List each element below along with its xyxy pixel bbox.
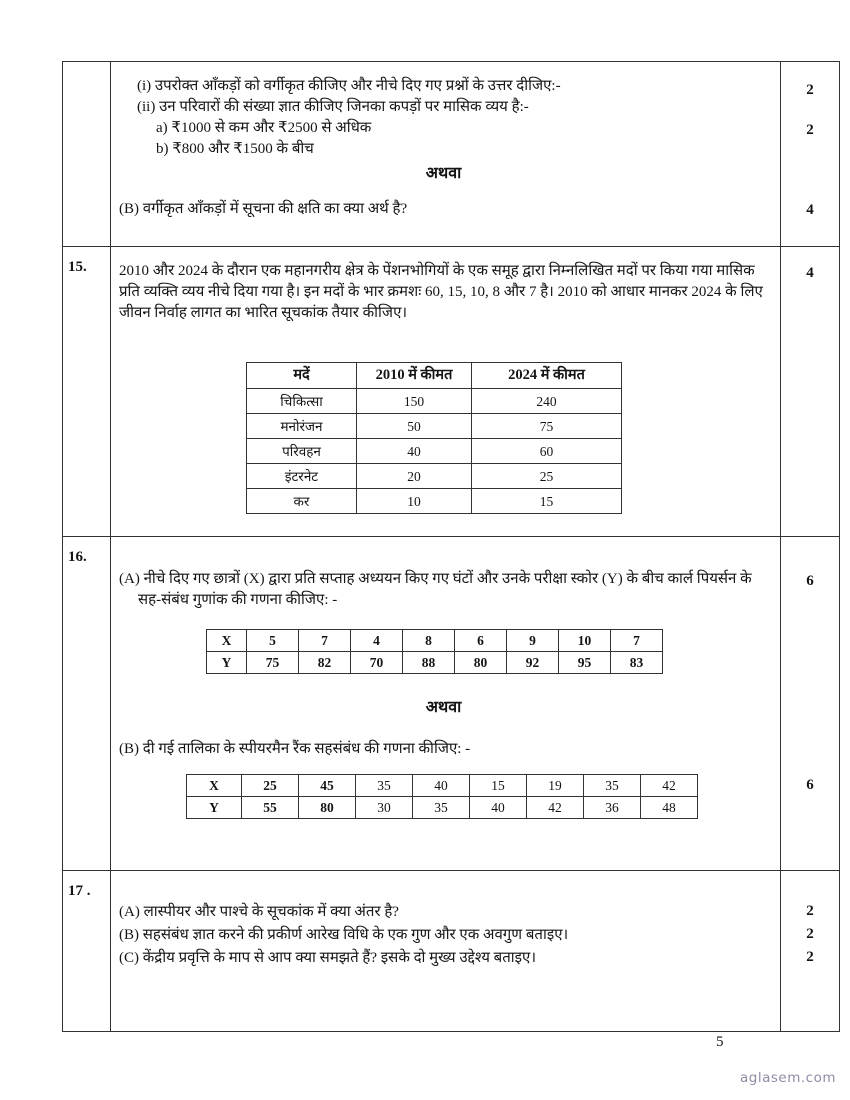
q14-part-b: (B) वर्गीकृत आँकड़ों में सूचना की क्षति का क्या अर्थ है? xyxy=(119,201,408,217)
q16-marks-a: 6 xyxy=(806,573,814,589)
question-14-section xyxy=(63,62,839,247)
q17-number: 17 . xyxy=(68,883,91,899)
table-header-cell: मदें xyxy=(247,363,357,389)
q17-content xyxy=(111,871,781,1031)
table-cell: 82 xyxy=(299,652,351,674)
q16-table-b xyxy=(186,774,698,819)
table-cell: 80 xyxy=(299,797,356,819)
q14-marks-cell xyxy=(781,62,839,246)
table-cell: 75 xyxy=(472,414,622,439)
table-cell: 50 xyxy=(357,414,472,439)
table-cell: मनोरंजन xyxy=(247,414,357,439)
q14-sub-a: a) ₹1000 से कम और ₹2500 से अधिक xyxy=(156,120,372,136)
table-cell: 60 xyxy=(472,439,622,464)
table-cell: 35 xyxy=(356,775,413,797)
table-cell: परिवहन xyxy=(247,439,357,464)
table-cell: 35 xyxy=(584,775,641,797)
table-cell: 4 xyxy=(351,630,403,652)
q17-marks-c: 2 xyxy=(806,949,814,965)
table-cell: 83 xyxy=(611,652,663,674)
q16-or-label: अथवा xyxy=(425,699,462,716)
q14-number-cell xyxy=(63,62,111,246)
table-row xyxy=(207,630,663,652)
table-row xyxy=(247,439,622,464)
table-cell: 40 xyxy=(413,775,470,797)
table-cell: X xyxy=(207,630,247,652)
table-cell: 15 xyxy=(472,489,622,514)
table-cell: 10 xyxy=(559,630,611,652)
q16-marks-b: 6 xyxy=(806,777,814,793)
question-16-section xyxy=(63,537,839,871)
table-cell: Y xyxy=(207,652,247,674)
q16-content xyxy=(111,537,781,870)
q17-part-c: (C) केंद्रीय प्रवृत्ति के माप से आप क्या समझते हैं? इसके दो मुख्य उद्देश्य बताइए। xyxy=(119,950,537,966)
q15-number: 15. xyxy=(68,259,87,275)
table-row xyxy=(187,797,698,819)
table-row xyxy=(247,489,622,514)
table-cell: 48 xyxy=(641,797,698,819)
table-cell: 25 xyxy=(242,775,299,797)
table-cell: 25 xyxy=(472,464,622,489)
table-cell: 10 xyxy=(357,489,472,514)
table-cell: 20 xyxy=(357,464,472,489)
table-cell: 19 xyxy=(527,775,584,797)
table-cell: 35 xyxy=(413,797,470,819)
table-cell: 92 xyxy=(507,652,559,674)
q15-marks-cell xyxy=(781,247,839,536)
table-cell: चिकित्सा xyxy=(247,389,357,414)
q16-number-cell xyxy=(63,537,111,870)
table-cell: 5 xyxy=(247,630,299,652)
table-cell: कर xyxy=(247,489,357,514)
q15-price-table xyxy=(246,362,622,514)
q16-part-a: (A) नीचे दिए गए छात्रों (X) द्वारा प्रति सप्ताह अध्ययन किए गए घंटों और उनके परीक्षा स्कोर (Y) के बीच कार्ल पियर्सन के सह-संबंध गुणांक की गणना कीजिए: - xyxy=(119,571,752,608)
q17-part-a: (A) लास्पीयर और पाश्चे के सूचकांक में क्या अंतर है? xyxy=(119,904,399,920)
question-17-section xyxy=(63,871,839,1031)
table-header-cell: 2024 में कीमत xyxy=(472,363,622,389)
q16-number: 16. xyxy=(68,549,87,565)
table-row xyxy=(247,464,622,489)
table-cell: 7 xyxy=(299,630,351,652)
table-cell: 70 xyxy=(351,652,403,674)
q17-marks-cell xyxy=(781,871,839,1031)
table-cell: 55 xyxy=(242,797,299,819)
q16-marks-cell xyxy=(781,537,839,870)
table-cell: 42 xyxy=(527,797,584,819)
q17-part-b: (B) सहसंबंध ज्ञात करने की प्रकीर्ण आरेख विधि के एक गुण और एक अवगुण बताइए। xyxy=(119,927,569,943)
q14-marks-b: 4 xyxy=(806,202,814,218)
q14-marks-ii: 2 xyxy=(806,122,814,138)
q15-number-cell xyxy=(63,247,111,536)
table-cell: 45 xyxy=(299,775,356,797)
q14-sub-b: b) ₹800 और ₹1500 के बीच xyxy=(156,141,314,157)
table-cell: 7 xyxy=(611,630,663,652)
table-cell: 36 xyxy=(584,797,641,819)
table-header-row xyxy=(247,363,622,389)
table-cell: 88 xyxy=(403,652,455,674)
table-cell: 9 xyxy=(507,630,559,652)
q14-part-i: (i) उपरोक्त आँकड़ों को वर्गीकृत कीजिए और नीचे दिए गए प्रश्नों के उत्तर दीजिए:- xyxy=(137,78,561,94)
table-cell: 42 xyxy=(641,775,698,797)
table-row xyxy=(247,414,622,439)
table-cell: 95 xyxy=(559,652,611,674)
table-cell: 30 xyxy=(356,797,413,819)
q16-part-b: (B) दी गई तालिका के स्पीयरमैन रैंक सहसंबंध की गणना कीजिए: - xyxy=(119,741,471,757)
table-cell: 8 xyxy=(403,630,455,652)
table-cell: 80 xyxy=(455,652,507,674)
table-cell: 150 xyxy=(357,389,472,414)
table-cell: 240 xyxy=(472,389,622,414)
q16-table-a xyxy=(206,629,663,674)
q17-number-cell xyxy=(63,871,111,1031)
q14-or-label: अथवा xyxy=(425,165,462,182)
q17-marks-b: 2 xyxy=(806,926,814,942)
q15-content xyxy=(111,247,781,536)
table-cell: 6 xyxy=(455,630,507,652)
q17-marks-a: 2 xyxy=(806,903,814,919)
question-grid xyxy=(62,61,840,1032)
table-row xyxy=(187,775,698,797)
q14-marks-i: 2 xyxy=(806,82,814,98)
q14-part-ii: (ii) उन परिवारों की संख्या ज्ञात कीजिए जिनका कपड़ों पर मासिक व्यय है:- xyxy=(137,99,529,115)
table-cell: 40 xyxy=(357,439,472,464)
table-header-cell: 2010 में कीमत xyxy=(357,363,472,389)
table-cell: Y xyxy=(187,797,242,819)
table-cell: 75 xyxy=(247,652,299,674)
table-cell: इंटरनेट xyxy=(247,464,357,489)
question-15-section xyxy=(63,247,839,537)
table-cell: X xyxy=(187,775,242,797)
watermark: aglasem.com xyxy=(740,1070,836,1086)
q15-marks: 4 xyxy=(806,265,814,281)
page-number: 5 xyxy=(716,1034,724,1050)
table-row xyxy=(207,652,663,674)
table-cell: 15 xyxy=(470,775,527,797)
table-cell: 40 xyxy=(470,797,527,819)
q15-question-text: 2010 और 2024 के दौरान एक महानगरीय क्षेत्र के पेंशनभोगियों के एक समूह द्वारा निम्नलिखित मदों पर किया गया मासिक प्रति व्यक्ति व्यय नीचे दिया गया है। इन मदों के भार क्रमशः 60, 15, 10, 8 और 7 है। 2010 को आधार मानकर 2024 के लिए जीवन निर्वाह लागत का भारित सूचकांक तैयार कीजिए। xyxy=(119,263,763,321)
q14-content xyxy=(111,62,781,246)
table-row xyxy=(247,389,622,414)
